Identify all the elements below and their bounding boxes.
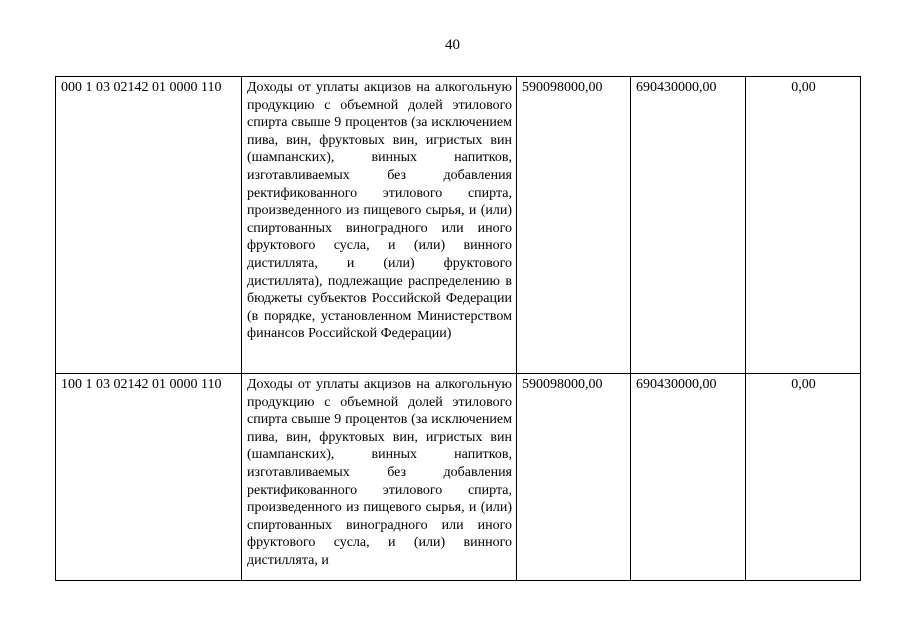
- table-row: [56, 374, 861, 581]
- page-number: 40: [445, 37, 460, 53]
- amount-cell-3: 0,00: [746, 374, 861, 581]
- amount-cell-3: 0,00: [746, 77, 861, 374]
- amount-cell-2: 690430000,00: [631, 77, 746, 374]
- revenue-description-cell: [242, 374, 517, 581]
- amount-cell-2: 690430000,00: [631, 374, 746, 581]
- amount-cell-1: 590098000,00: [517, 374, 631, 581]
- revenue-description-cell: Доходы от уплаты акцизов на алкогольную продукцию с объемной долей этилового спирта свыше 9 процентов (за исключением пива, вин, фруктовых вин, игристых вин (шампанских), винных напитков, изготавливаемых без добавления ректификованного этилового спирта, произведенного из пищевого сырья, и (или) спиртованных виноградного или иного фруктового сусла, и (или) винного дистиллята, и (или) фруктового дистиллята), подлежащие распределению в бюджеты субъектов Российской Федерации (в порядке, установленном Министерством финансов Российской Федерации): [242, 77, 517, 374]
- budget-code-cell: 100 1 03 02142 01 0000 110: [56, 374, 242, 581]
- revenue-table: [55, 76, 861, 581]
- table-row: [56, 77, 861, 374]
- budget-code-cell: 000 1 03 02142 01 0000 110: [56, 77, 242, 374]
- amount-cell-1: 590098000,00: [517, 77, 631, 374]
- revenue-description-text: Доходы от уплаты акцизов на алкогольную продукцию с объемной долей этилового спирта свыше 9 процентов (за исключением пива, вин, фруктовых вин, игристых вин (шампанских), винных напитков, изготавливаемых без добавления ректификованного этилового спирта, произведенного из пищевого сырья, и (или) спиртованных виноградного или иного фруктового сусла, и (или) винного дистиллята, и: [247, 377, 512, 568]
